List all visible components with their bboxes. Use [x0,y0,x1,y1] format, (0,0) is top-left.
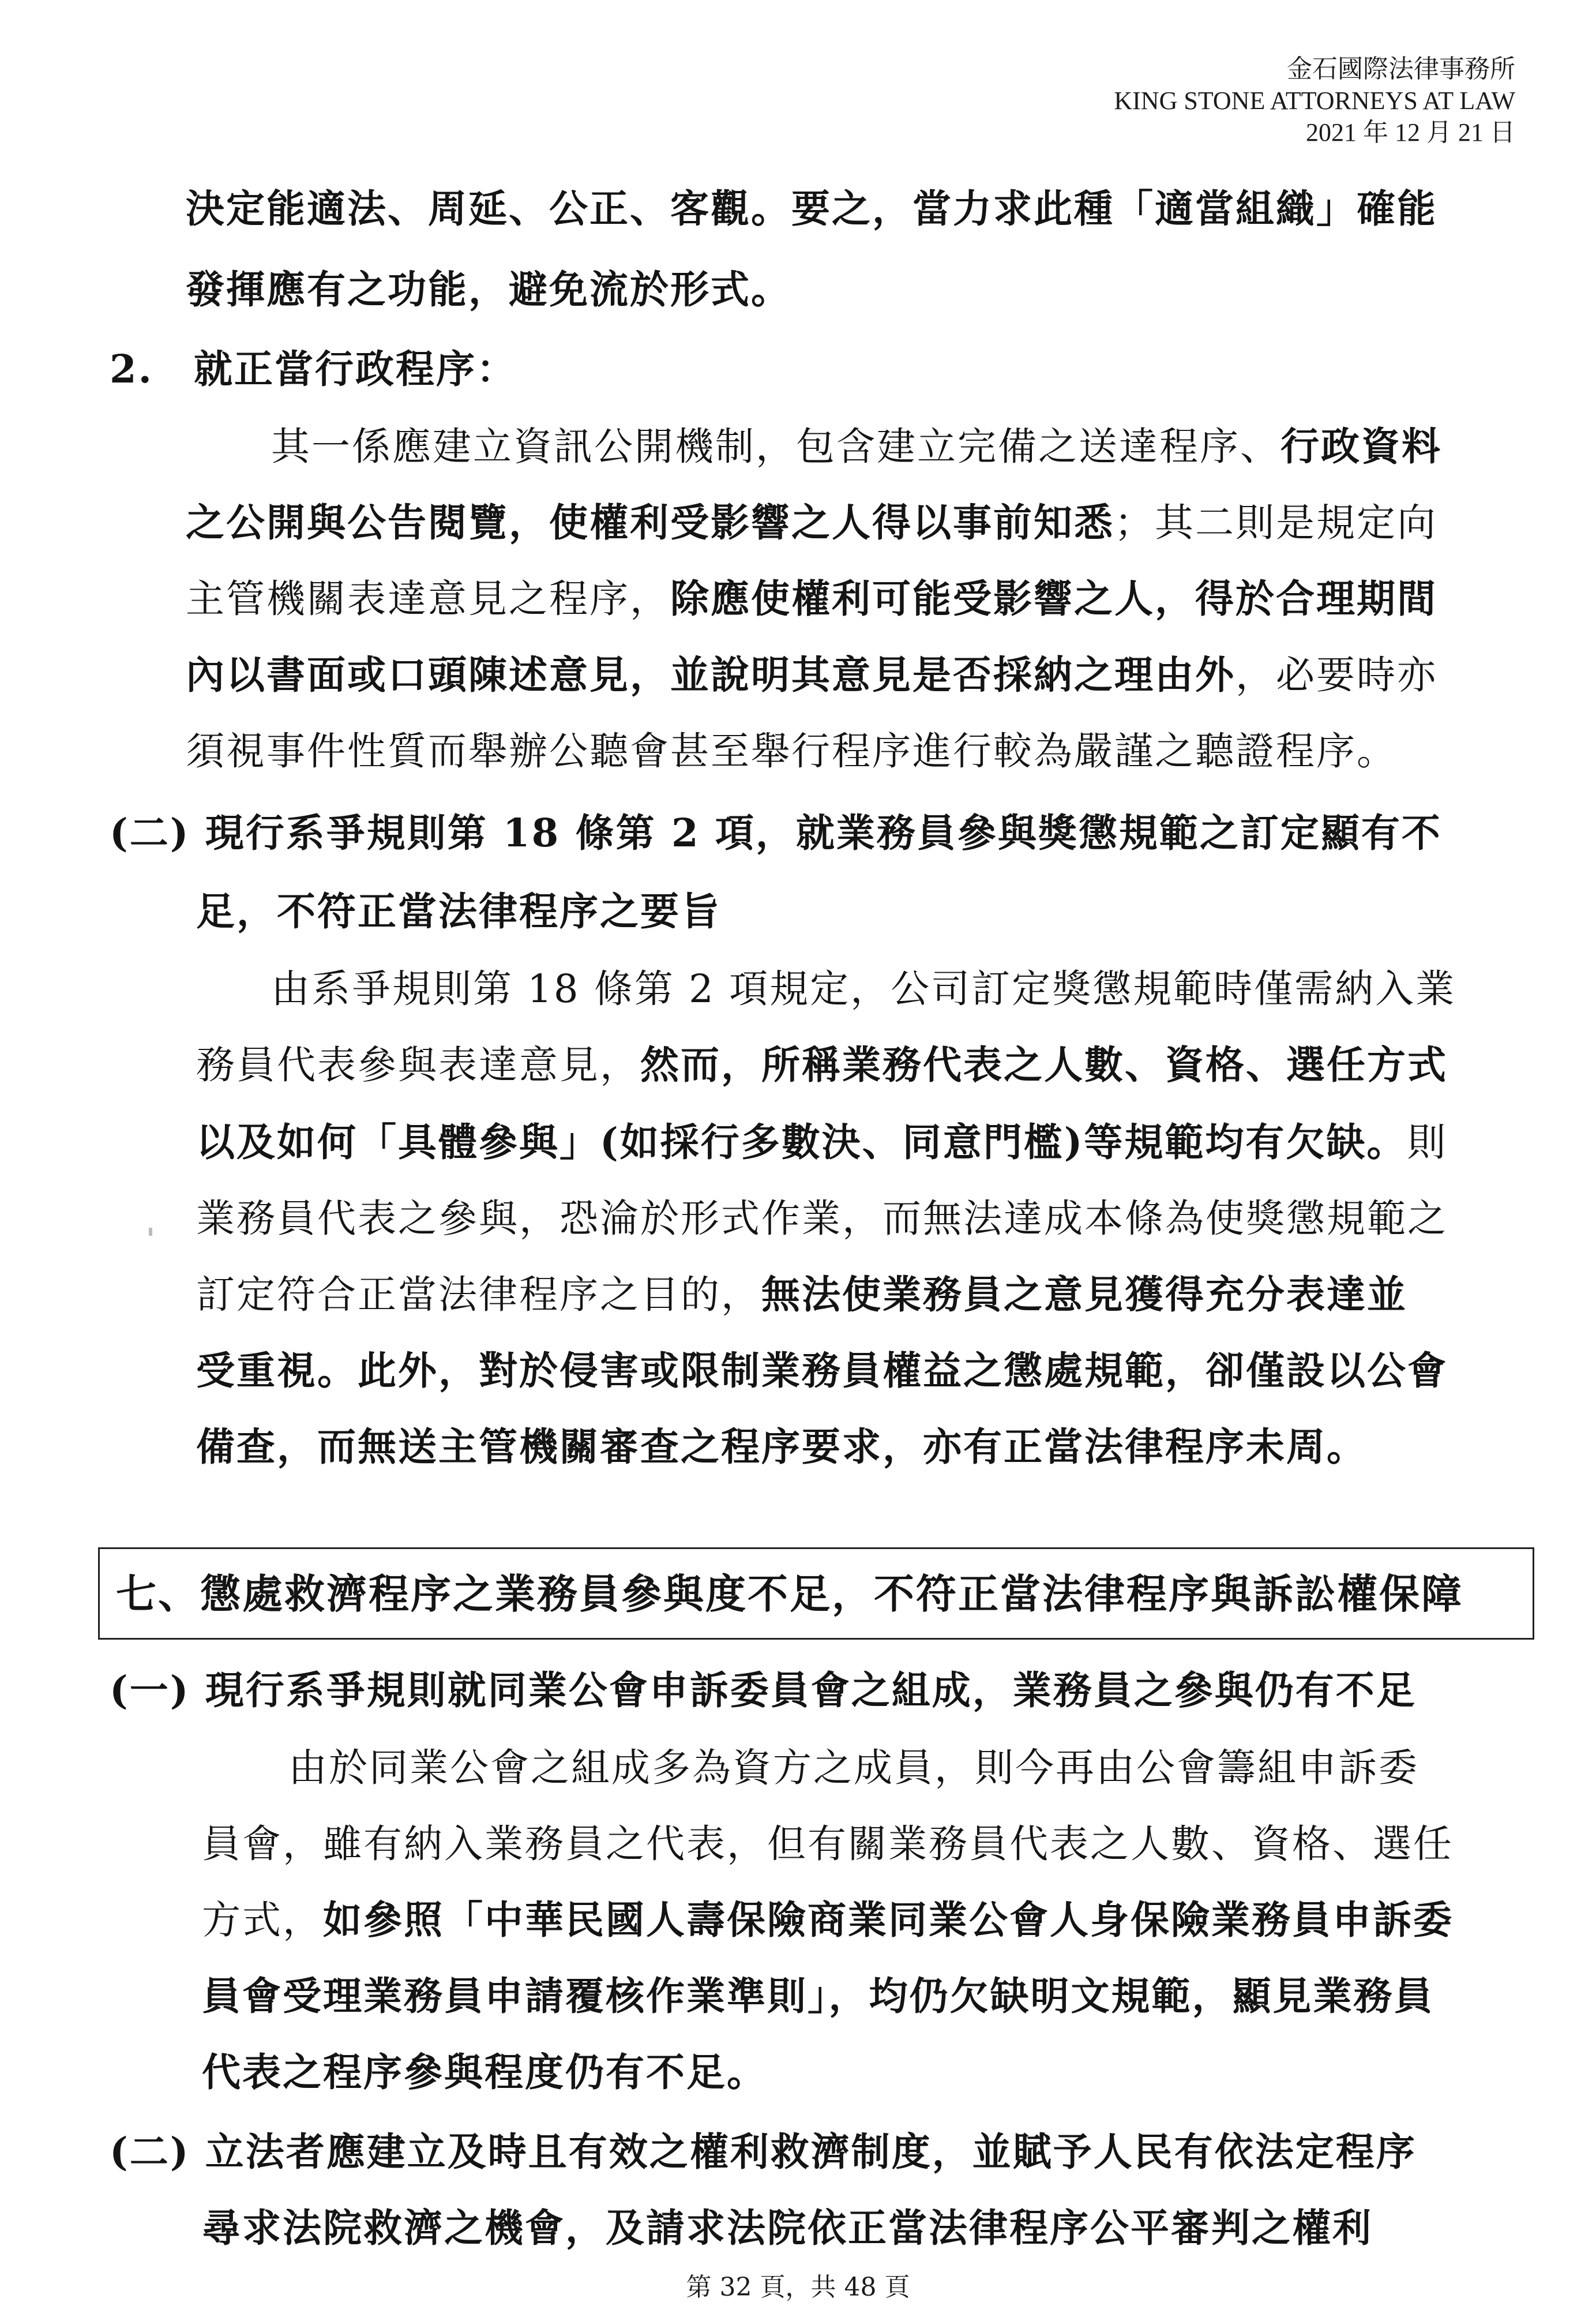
text-line [196,1424,1367,1470]
text-line [271,423,1442,470]
text-segment: 無法使業務員之意見獲得充分表達並 [761,1272,1407,1317]
text-segment: 受重視。此外，對於侵害或限制業務員權益之懲處規範，卻僅設以公會 [196,1348,1448,1393]
text-segment: 以及如何「具體參與」(如採行多數決、同意門檻)等規範均有欠缺。 [196,1119,1407,1165]
text-segment: 除應使權利可能受影響之人，得於合理期間 [670,576,1437,621]
text-segment: 2. 就正當行政程序： [110,346,517,392]
text-segment: 如參照「中華民國人壽保險商業同業公會人身保險業務員申訴委 [323,1897,1454,1943]
text-line [271,966,1456,1012]
text-segment: (二) 現行系爭規則第 18 條第 2 項，就業務員參與獎懲規範之訂定顯有不 [110,810,1442,856]
text-line [196,1272,1407,1318]
subsection-heading [110,1667,1417,1713]
text-segment: 由系爭規則第 18 條第 2 項規定，公司訂定獎懲規範時僅需納入業 [271,966,1456,1011]
text-segment: 方式， [202,1898,323,1943]
text-segment: ，必要時亦 [1236,653,1437,698]
text-line [196,1042,1448,1088]
text-segment: 尋求法院救濟之機會，及請求法院依正當法律程序公平審判之權利 [202,2205,1373,2251]
text-segment: 須視事件性質而舉辦公聽會甚至舉行程序進行較為嚴謹之聽證程序。 [186,729,1397,774]
section-heading: 七、懲處救濟程序之業務員參與度不足，不符正當法律程序與訴訟權保障 [116,1570,1463,1618]
text-line [186,728,1397,774]
list-item-heading [110,346,517,392]
page-number: 第 32 頁，共 48 頁 [686,2273,910,2302]
subsection-heading [110,810,1442,856]
text-segment: 發揮應有之功能，避免流於形式。 [186,267,791,312]
text-segment: 足，不符正當法律程序之要旨 [196,888,721,934]
subsection-heading-cont [196,888,721,935]
text-segment: 業務員代表之參與，恐淪於形式作業，而無法達成本條為使獎懲規範之 [196,1196,1448,1241]
text-line [202,1897,1454,1943]
text-line [186,267,791,313]
text-segment: 主管機關表達意見之程序， [186,576,670,621]
text-segment: 備查，而無送主管機關審查之程序要求，亦有正當法律程序未周。 [196,1424,1367,1469]
text-line [186,186,1437,232]
text-segment: 由於同業公會之組成多為資方之成員，則今再由公會籌組申訴委 [288,1745,1419,1790]
text-line [202,2049,767,2095]
text-segment: 員會受理業務員申請覆核作業準則」，均仍欠缺明文規範，顯見業務員 [202,1973,1434,2019]
text-line [196,1195,1448,1242]
text-segment: 務員代表參與表達意見， [196,1043,640,1088]
text-line [202,1973,1434,2019]
text-line [196,1348,1448,1394]
text-segment: 行政資料 [1280,423,1442,469]
text-segment: 然而，所稱業務代表之人數、資格、選任方式 [640,1042,1448,1088]
text-segment: (一) 現行系爭規則就同業公會申訴委員會之組成，業務員之參與仍有不足 [110,1667,1417,1713]
text-line [186,500,1437,546]
text-segment: 員會，雖有納入業務員之代表，但有關業務員代表之人數、資格、選任 [202,1821,1454,1866]
text-line [186,652,1437,698]
firm-name-english: KING STONE ATTORNEYS AT LAW [1114,87,1515,115]
text-segment: 代表之程序參與程度仍有不足。 [202,2049,767,2095]
text-line [196,1119,1447,1165]
scan-speck [149,1228,152,1236]
text-segment: 決定能適法、周延、公正、客觀。要之，當力求此種「適當組織」確能 [186,186,1437,231]
text-segment: 訂定符合正當法律程序之目的， [196,1272,761,1317]
document-date: 2021 年 12 月 21 日 [1306,118,1515,147]
firm-name-chinese: 金石國際法律事務所 [1287,55,1515,83]
text-segment: 之公開與公告閱覽，使權利受影響之人得以事前知悉 [186,500,1114,545]
text-segment: ；其二則是規定向 [1114,500,1437,545]
text-segment: 則 [1407,1120,1448,1165]
subsection-heading-cont [202,2205,1373,2251]
text-line [186,576,1437,622]
text-segment: 其一係應建立資訊公開機制，包含建立完備之送達程序、 [271,424,1280,469]
section-heading-box [98,1547,1534,1640]
text-segment: (二) 立法者應建立及時且有效之權利救濟制度，並賦予人民有依法定程序 [110,2129,1417,2174]
text-line [202,1821,1454,1867]
subsection-heading [110,2129,1417,2175]
text-segment: 內以書面或口頭陳述意見，並說明其意見是否採納之理由外 [186,652,1236,698]
text-line [288,1745,1419,1791]
